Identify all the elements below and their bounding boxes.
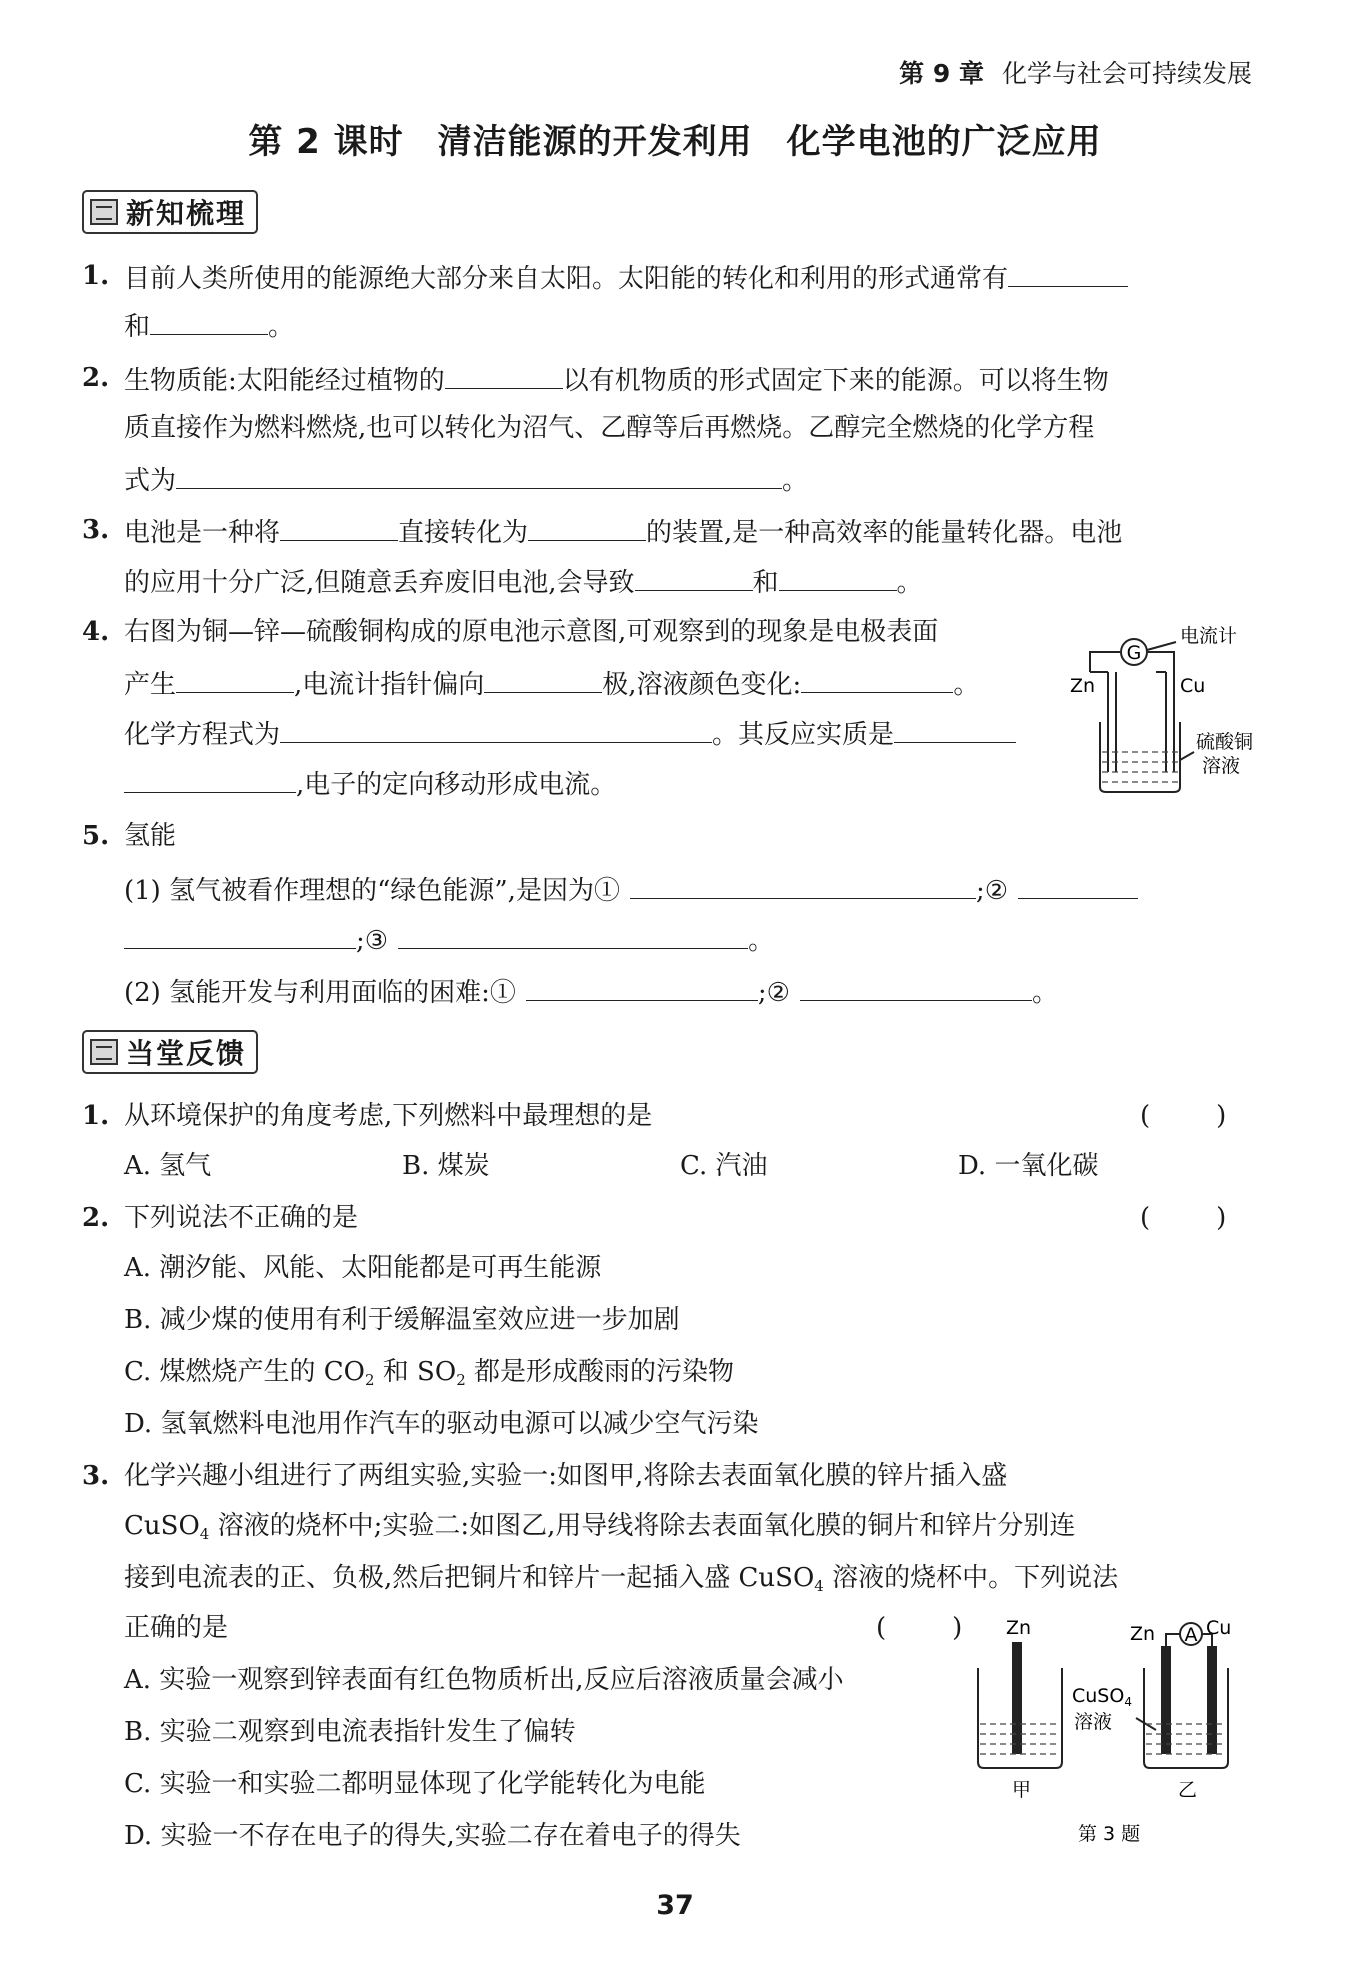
question-text: 的应用十分广泛,但随意丢弃废旧电池,会导致 和 。 xyxy=(124,562,923,601)
copper-label: Cu xyxy=(1180,675,1206,697)
question-text: 右图为铜—锌—硫酸铜构成的原电池示意图,可观察到的现象是电极表面 xyxy=(124,617,939,647)
experiment-diagram xyxy=(970,1612,1260,1852)
question-stem: CuSO4 溶液的烧杯中;实验二:如图乙,用导线将除去表面氧化膜的铜片和锌片分别连 xyxy=(124,1511,1076,1543)
option-c[interactable]: C. 实验一和实验二都明显体现了化学能转化为电能 xyxy=(124,1769,706,1799)
option-b[interactable]: B. 实验二观察到电流表指针发生了偏转 xyxy=(124,1717,576,1747)
lesson-title-part2: 化学电池的广泛应用 xyxy=(786,122,1102,162)
question-stem: 化学兴趣小组进行了两组实验,实验一:如图甲,将除去表面氧化膜的锌片插入盛 xyxy=(124,1461,1008,1491)
question-text: (2) 氢能开发与利用面临的困难:① ;② 。 xyxy=(124,972,1058,1011)
option-d[interactable]: D. 一氧化碳 xyxy=(958,1151,1099,1181)
answer-blank[interactable] xyxy=(894,714,1016,743)
chapter-number: 第 9 章 xyxy=(899,59,984,88)
answer-parentheses[interactable]: ( ) xyxy=(1140,1203,1227,1233)
question-text: 和 。 xyxy=(124,306,294,345)
answer-blank[interactable] xyxy=(526,972,758,1001)
galvanometer-label: 电流计 xyxy=(1180,625,1238,647)
section-title: 新知梳理 xyxy=(126,197,247,230)
question-text: 生物质能:太阳能经过植物的 以有机物质的形式固定下来的能源。可以将生物 xyxy=(124,360,1109,399)
answer-blank[interactable] xyxy=(1008,258,1128,287)
question-stem: 接到电流表的正、负极,然后把铜片和锌片一起插入盛 CuSO4 溶液的烧杯中。下列说法 xyxy=(124,1563,1119,1595)
question-number: 2. xyxy=(82,363,110,393)
answer-parentheses[interactable]: ( ) xyxy=(876,1613,963,1643)
answer-blank[interactable] xyxy=(124,764,296,793)
answer-blank[interactable] xyxy=(280,714,712,743)
copper-label: Cu xyxy=(1206,1617,1232,1639)
option-d[interactable]: D. 实验一不存在电子的得失,实验二存在着电子的得失 xyxy=(124,1821,741,1851)
option-c[interactable]: C. 汽油 xyxy=(680,1151,768,1181)
chapter-header xyxy=(899,54,1252,90)
galvanometer-symbol: G xyxy=(1126,642,1142,664)
question-text: 电池是一种将 直接转化为 的装置,是一种高效率的能量转化器。电池 xyxy=(124,512,1122,551)
figure-caption: 第 3 题 xyxy=(1078,1823,1141,1845)
solution-label: 溶液 xyxy=(1202,755,1241,777)
zinc-electrode xyxy=(1161,1646,1171,1754)
question-text: 质直接作为燃料燃烧,也可以转化为沼气、乙醇等后再燃烧。乙醇完全燃烧的化学方程 xyxy=(124,413,1095,443)
zinc-label: Zn xyxy=(1130,1623,1156,1645)
question-text: 式为 。 xyxy=(124,460,808,499)
question-number: 1. xyxy=(82,1101,110,1131)
answer-blank[interactable] xyxy=(124,920,356,949)
answer-blank[interactable] xyxy=(779,562,897,591)
answer-blank[interactable] xyxy=(1018,870,1138,899)
lesson-number: 第 2 课时 xyxy=(248,122,404,162)
lesson-title xyxy=(0,114,1350,163)
option-b[interactable]: B. 煤炭 xyxy=(402,1151,490,1181)
answer-blank[interactable] xyxy=(398,920,748,949)
notebook-icon xyxy=(90,199,118,225)
question-number: 3. xyxy=(82,515,110,545)
question-stem: 正确的是 xyxy=(124,1613,229,1643)
answer-blank[interactable] xyxy=(176,460,782,489)
chapter-title: 化学与社会可持续发展 xyxy=(1001,59,1252,88)
beaker-label-jia: 甲 xyxy=(1012,1779,1032,1801)
question-number: 5. xyxy=(82,821,110,851)
zinc-label: Zn xyxy=(1006,1617,1032,1639)
question-stem: 下列说法不正确的是 xyxy=(124,1203,359,1233)
answer-blank[interactable] xyxy=(800,972,1032,1001)
pencil-icon xyxy=(90,1039,118,1065)
question-text: ,电子的定向移动形成电流。 xyxy=(124,764,616,803)
copper-electrode xyxy=(1207,1646,1217,1754)
question-stem: 从环境保护的角度考虑,下列燃料中最理想的是 xyxy=(124,1101,653,1131)
answer-blank[interactable] xyxy=(280,512,398,541)
question-text: 化学方程式为 。其反应实质是 xyxy=(124,714,1016,753)
answer-blank[interactable] xyxy=(801,664,953,693)
section-new-knowledge xyxy=(82,190,258,234)
answer-blank[interactable] xyxy=(484,664,602,693)
answer-parentheses[interactable]: ( ) xyxy=(1140,1101,1227,1131)
lesson-title-part1: 清洁能源的开发利用 xyxy=(437,122,753,162)
beaker-label-yi: 乙 xyxy=(1178,1779,1198,1801)
section-feedback xyxy=(82,1030,258,1074)
ammeter-symbol: A xyxy=(1184,1624,1198,1646)
answer-blank[interactable] xyxy=(630,870,976,899)
solution-label: 硫酸铜 xyxy=(1196,731,1254,753)
question-text: (1) 氢气被看作理想的“绿色能源”,是因为① ;② xyxy=(124,870,1138,909)
answer-blank[interactable] xyxy=(445,360,563,389)
solution-label: CuSO$_4$ xyxy=(1072,1685,1132,1709)
answer-blank[interactable] xyxy=(635,562,753,591)
zinc-label: Zn xyxy=(1070,675,1096,697)
question-text: 目前人类所使用的能源绝大部分来自太阳。太阳能的转化和利用的形式通常有 xyxy=(124,258,1128,297)
question-number: 1. xyxy=(82,261,110,291)
option-a[interactable]: A. 潮汐能、风能、太阳能都是可再生能源 xyxy=(124,1253,602,1283)
answer-blank[interactable] xyxy=(150,306,268,335)
galvanic-cell-diagram xyxy=(1070,612,1270,812)
answer-blank[interactable] xyxy=(176,664,294,693)
option-c[interactable]: C. 煤燃烧产生的 CO2 和 SO2 都是形成酸雨的污染物 xyxy=(124,1357,735,1389)
option-a[interactable]: A. 氢气 xyxy=(124,1151,212,1181)
question-text: ;③ 。 xyxy=(124,920,774,959)
option-d[interactable]: D. 氢氧燃料电池用作汽车的驱动电源可以减少空气污染 xyxy=(124,1409,759,1439)
option-b[interactable]: B. 减少煤的使用有利于缓解温室效应进一步加剧 xyxy=(124,1305,680,1335)
zinc-electrode xyxy=(1012,1642,1022,1754)
question-number: 3. xyxy=(82,1461,110,1491)
page-number: 37 xyxy=(656,1890,694,1921)
question-text: 氢能 xyxy=(124,821,177,851)
section-title: 当堂反馈 xyxy=(126,1037,247,1070)
question-number: 4. xyxy=(82,617,110,647)
option-a[interactable]: A. 实验一观察到锌表面有红色物质析出,反应后溶液质量会减小 xyxy=(124,1665,844,1695)
answer-blank[interactable] xyxy=(528,512,646,541)
question-text: 产生 ,电流计指针偏向 极,溶液颜色变化: 。 xyxy=(124,664,979,703)
question-number: 2. xyxy=(82,1203,110,1233)
solution-label: 溶液 xyxy=(1074,1711,1113,1733)
